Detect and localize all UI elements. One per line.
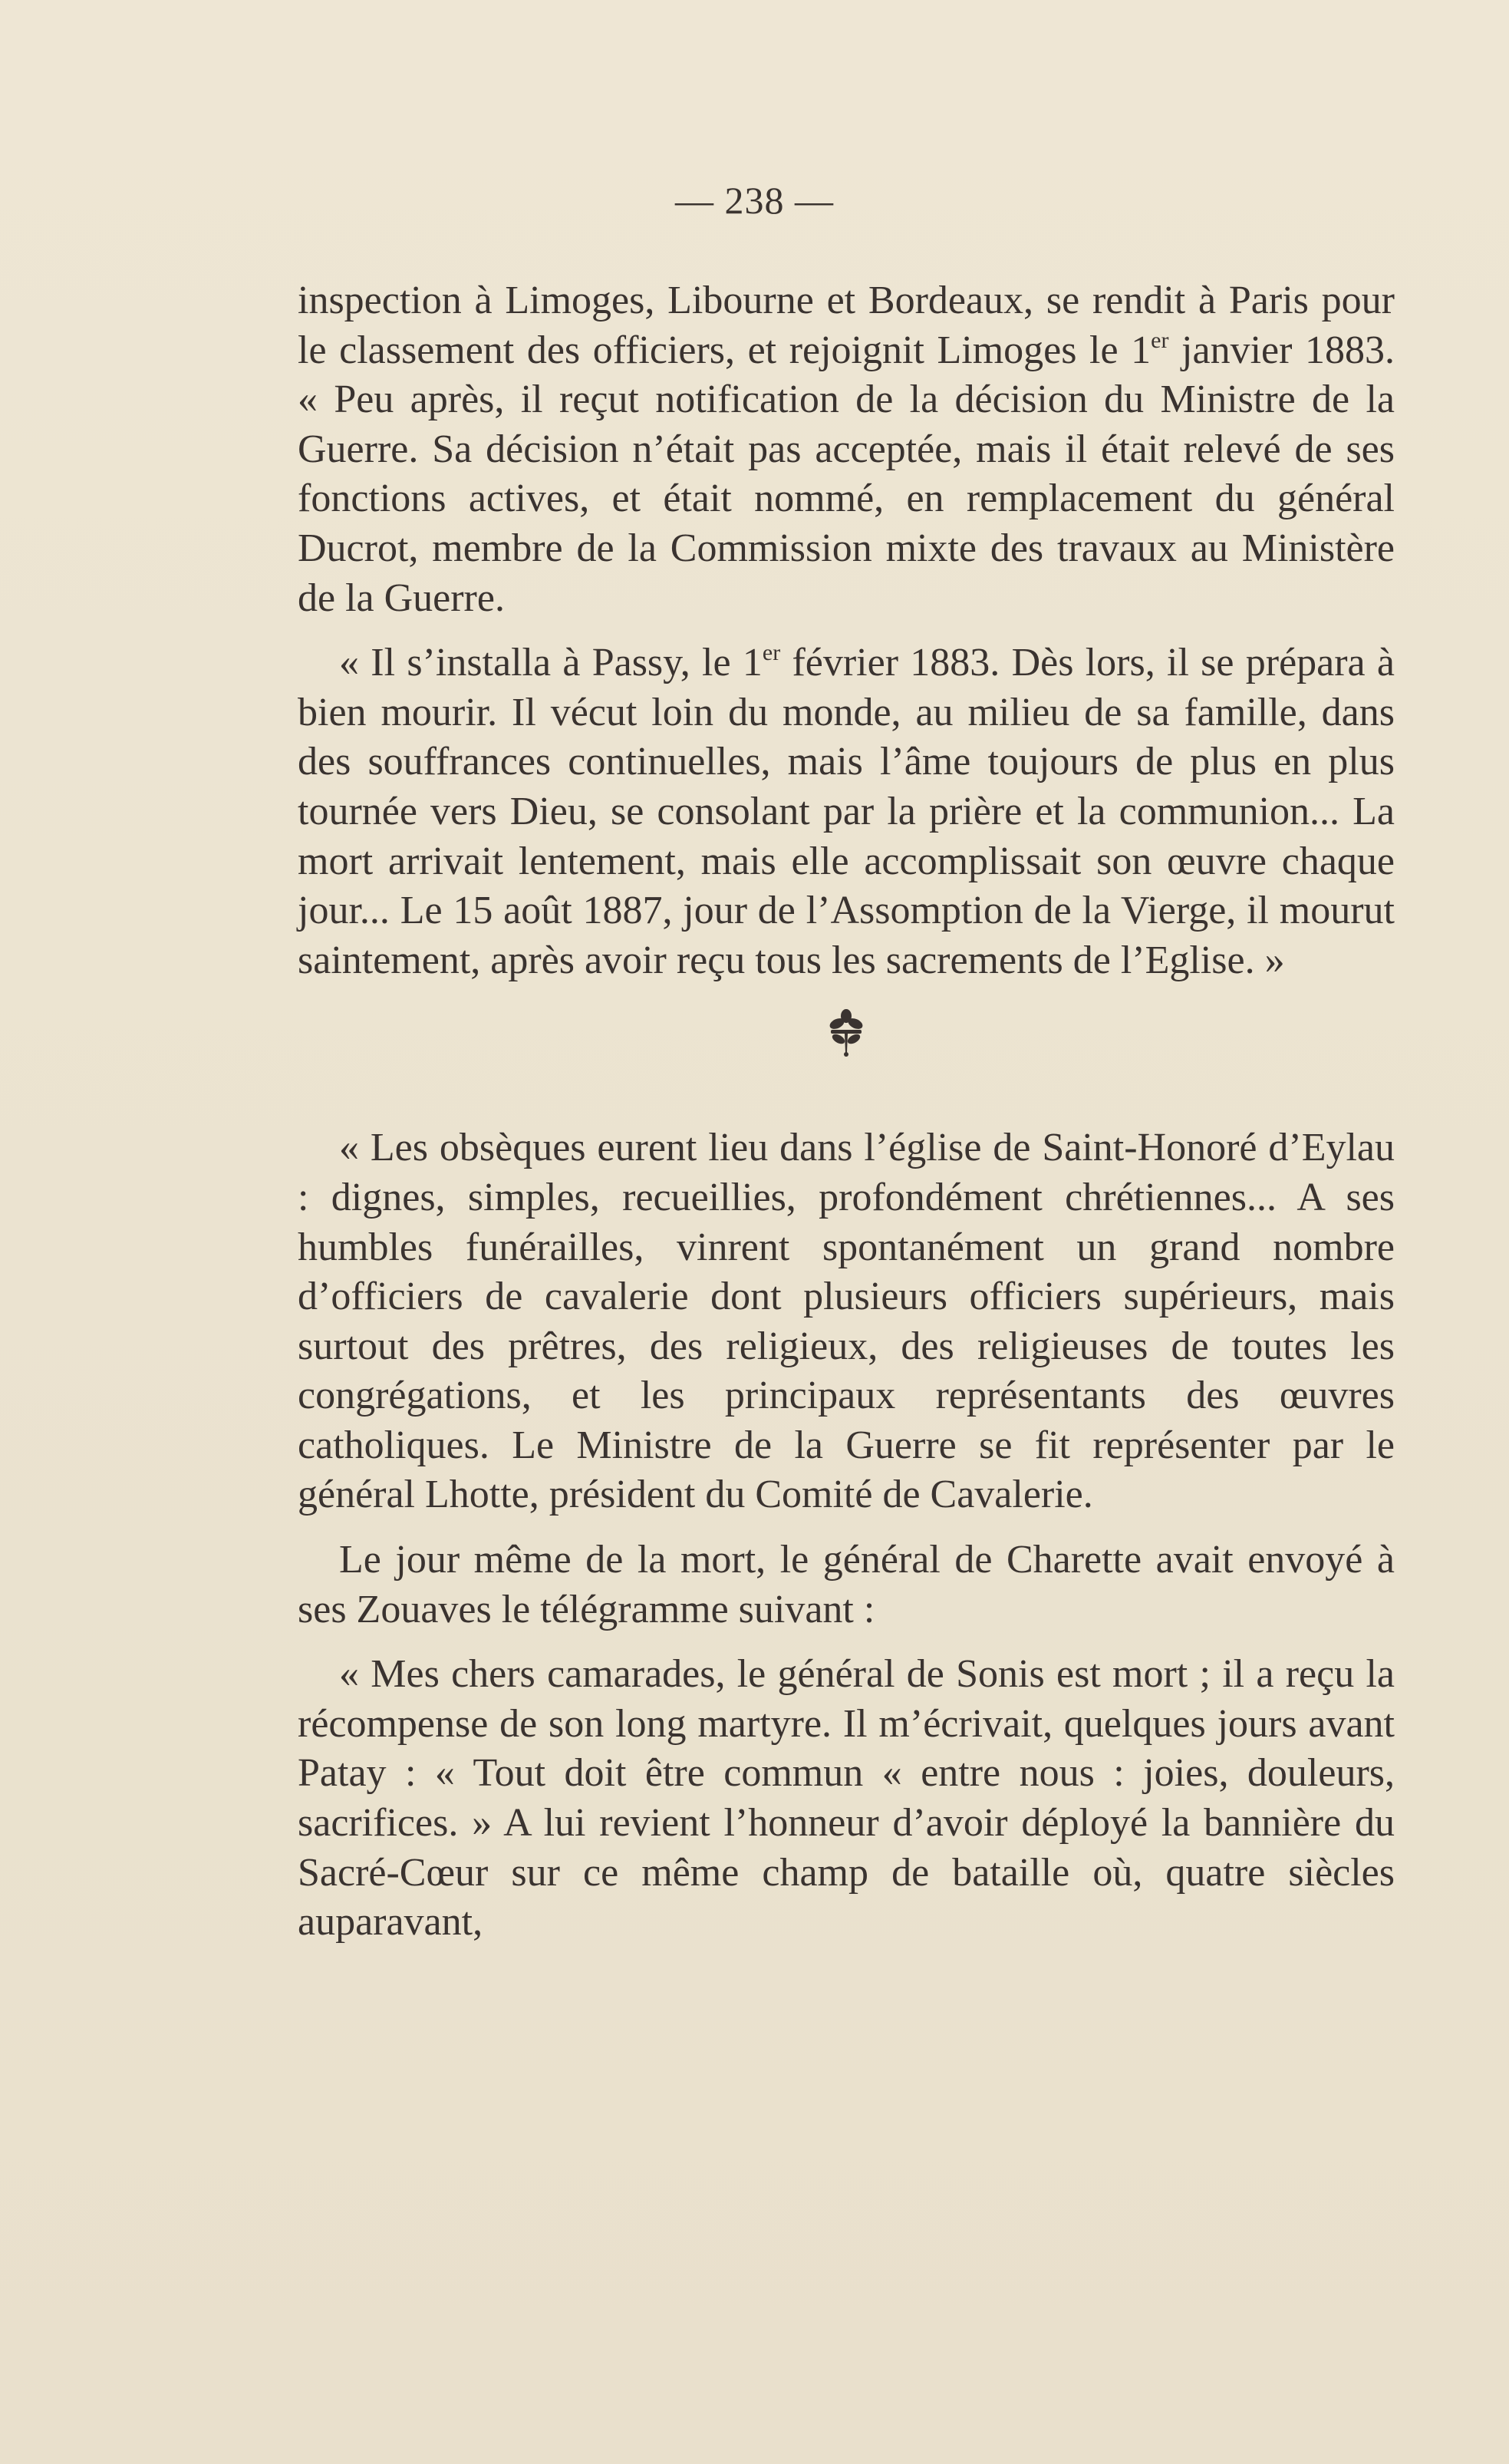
paragraph-5: « Mes chers camarades, le général de Sonis est mort ; il a reçu la récompense de son long martyre. Il m’écrivait, quelques jours avant Patay : « Tout doit être commun « entre nous : joies, douleurs, sacrifices. » A lui revient l’honneur d’avoir déployé la bannière du Sacré-Cœur sur ce même champ de bataille où, quatre siècles auparavant, <box>298 1652 1395 1944</box>
paragraph-2: « Il s’installa à Passy, le 1er février 1883. Dès lors, il se prépara à bien mourir. Il vécut loin du monde, au milieu de sa famille, dans des souffrances continuelles, mais l’âme toujours de plus en plus tournée vers Dieu, se consolant par la prière et la communion... La mort arrivait lentement, mais elle accomplissait son œuvre chaque jour... Le 15 août 1887, jour de l’Assomption de la Vierge, il mourut saintement, après avoir reçu tous les sacrements de l’Eglise. » <box>298 640 1395 982</box>
paragraph-3: « Les obsèques eurent lieu dans l’église de Saint-Honoré d’Eylau : dignes, simples, recueillies, profondément chrétiennes... A ses humbles funérailles, vinrent spontanément un grand nombre d’officiers de cavalerie dont plusieurs officiers supérieurs, mais surtout des prêtres, des religieux, des religieuses de toutes les congrégations, et les principaux représentants des œuvres catholiques. Le Ministre de la Guerre se fit représenter par le général Lhotte, président du Comité de Cavalerie. <box>298 1126 1395 1517</box>
paragraph-1: inspection à Limoges, Libourne et Bordeaux, se rendit à Paris pour le classement des officiers, et rejoignit Limoges le 1er janvier 1883. « Peu après, il reçut notification de la décision du Ministre de la Guerre. Sa décision n’était pas acceptée, mais il était relevé de ses fonctions actives, et était nommé, en remplacement du général Ducrot, membre de la Commission mixte des travaux au Ministère de la Guerre. <box>298 279 1395 620</box>
fleuron-icon <box>822 1005 871 1059</box>
body-text <box>298 276 1395 1948</box>
paragraph-4: Le jour même de la mort, le général de Charette avait envoyé à ses Zouaves le télégramme suivant : <box>298 1538 1395 1631</box>
ornament-divider <box>298 1005 1395 1074</box>
page-number: — 238 — <box>675 179 834 222</box>
